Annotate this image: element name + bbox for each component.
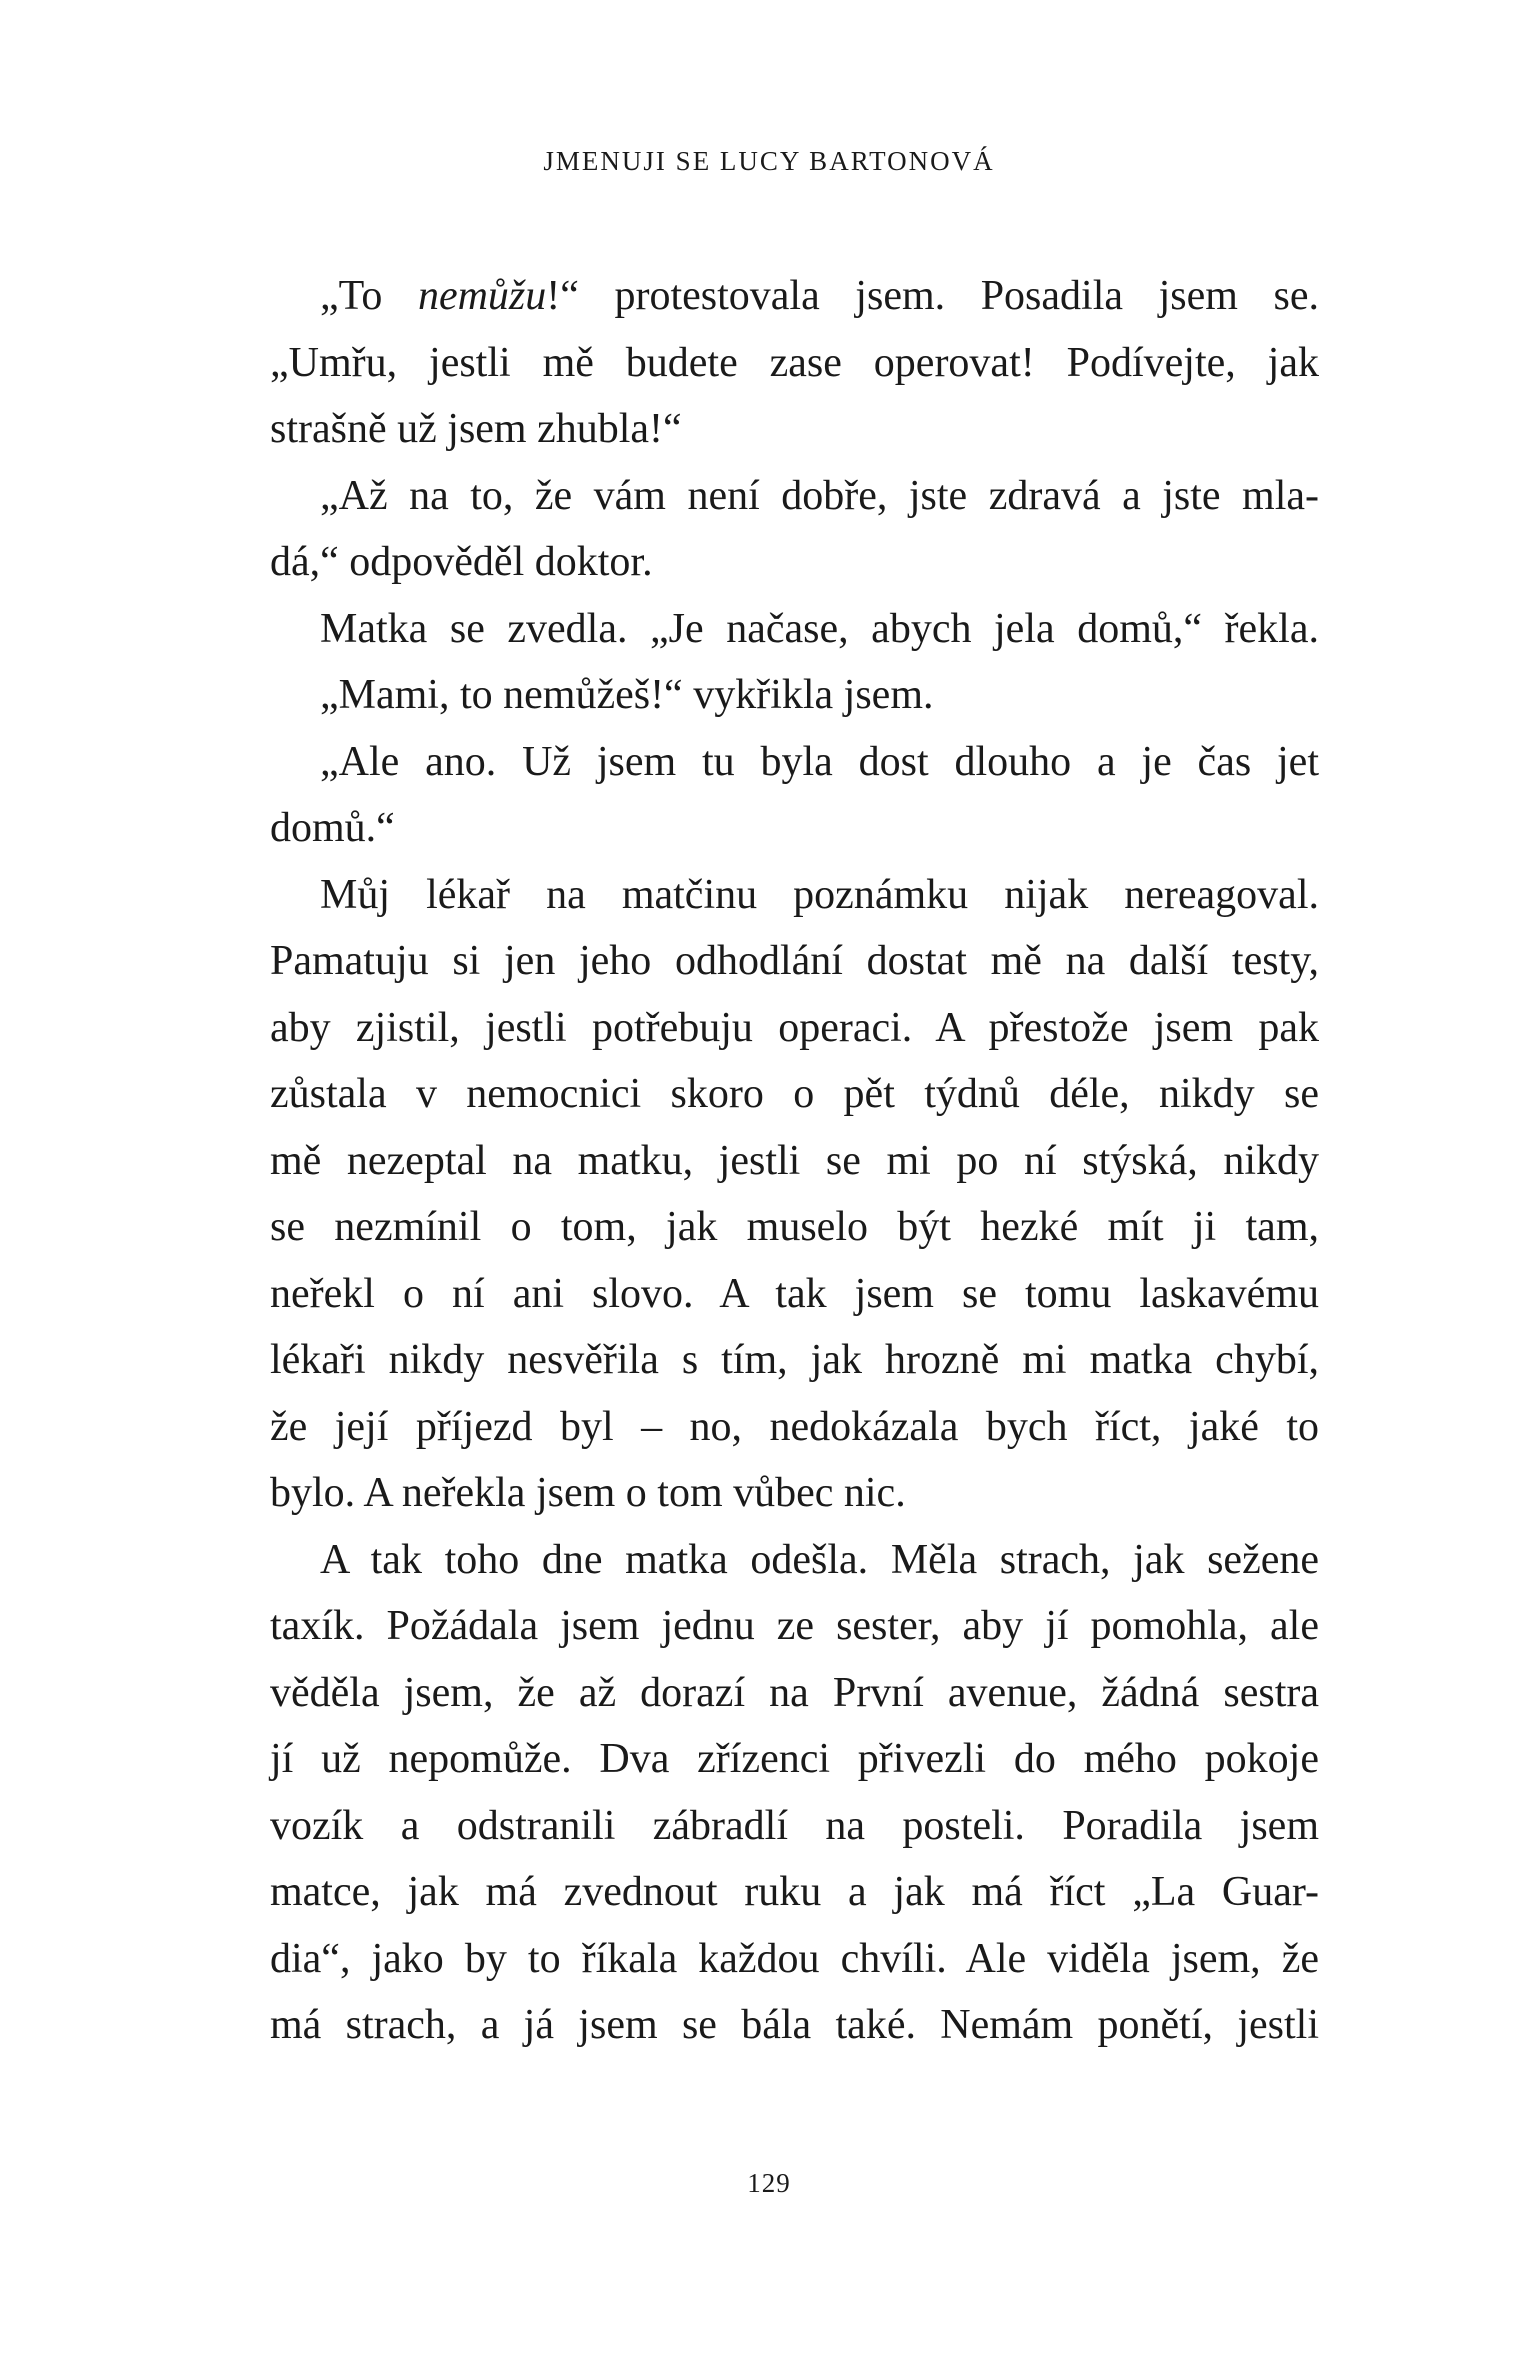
text-line: domů.“	[270, 805, 395, 851]
text-line: Pamatuju si jen jeho odhodlání dostat mě na další testy,	[270, 938, 1319, 984]
text-line: má strach, a já jsem se bála také. Nemám ponětí, jestli	[270, 2002, 1319, 2048]
text-line: neřekl o ní ani slovo. A tak jsem se tomu laskavému	[270, 1270, 1319, 1317]
text-line: dia“, jako by to říkala každou chvíli. Ale viděla jsem, že	[270, 1935, 1319, 1982]
text-line: „Umřu, jestli mě budete zase operovat! Podívejte, jak	[270, 339, 1319, 386]
text-line: mě nezeptal na matku, jestli se mi po ní stýská, nikdy	[270, 1137, 1319, 1184]
text-line: aby zjistil, jestli potřebuju operaci. A přestože jsem pak	[270, 1004, 1319, 1051]
text-line: strašně už jsem zhubla!“	[270, 406, 682, 452]
text-line: Můj lékař na matčinu poznámku nijak nereagoval.	[320, 871, 1319, 918]
text-line: A tak toho dne matka odešla. Měla strach, jak sežene	[320, 1536, 1319, 1583]
text-line: „Mami, to nemůžeš!“ vykřikla jsem.	[320, 672, 934, 718]
text-line: lékaři nikdy nesvěřila s tím, jak hrozně mi matka chybí,	[270, 1337, 1319, 1383]
text-line: vozík a odstranili zábradlí na posteli. Poradila jsem	[270, 1802, 1319, 1849]
text-line: věděla jsem, že až dorazí na První avenue, žádná sestra	[270, 1669, 1319, 1716]
text-line: bylo. A neřekla jsem o tom vůbec nic.	[270, 1470, 906, 1516]
text-line: „Až na to, že vám není dobře, jste zdravá a jste mla-	[320, 472, 1319, 519]
text-segment: „To	[320, 273, 418, 319]
text-line: Matka se zvedla. „Je načase, abych jela domů,“ řekla.	[320, 605, 1319, 652]
running-header: JMENUJI SE LUCY BARTONOVÁ	[543, 146, 995, 176]
text-line: taxík. Požádala jsem jednu ze sester, aby jí pomohla, ale	[270, 1603, 1319, 1649]
emphasis-text: nemůžu	[417, 273, 547, 319]
text-line	[270, 263, 1319, 330]
text-line: jí už nepomůže. Dva zřízenci přivezli do mého pokoje	[270, 1736, 1319, 1782]
text-line: matce, jak má zvednout ruku a jak má říct „La Guar-	[270, 1869, 1319, 1915]
text-line: dá,“ odpověděl doktor.	[270, 539, 653, 585]
text-line: zůstala v nemocnici skoro o pět týdnů déle, nikdy se	[270, 1071, 1319, 1117]
text-line: „Ale ano. Už jsem tu byla dost dlouho a je čas jet	[320, 738, 1319, 785]
page-number: 129	[747, 2168, 791, 2198]
text-line: že její příjezd byl – no, nedokázala bych říct, jaké to	[270, 1403, 1319, 1450]
text-line: se nezmínil o tom, jak muselo být hezké mít ji tam,	[270, 1204, 1319, 1250]
body-text	[270, 263, 1319, 2059]
text-segment: !“ protestovala jsem. Posadila jsem se.	[546, 273, 1319, 319]
